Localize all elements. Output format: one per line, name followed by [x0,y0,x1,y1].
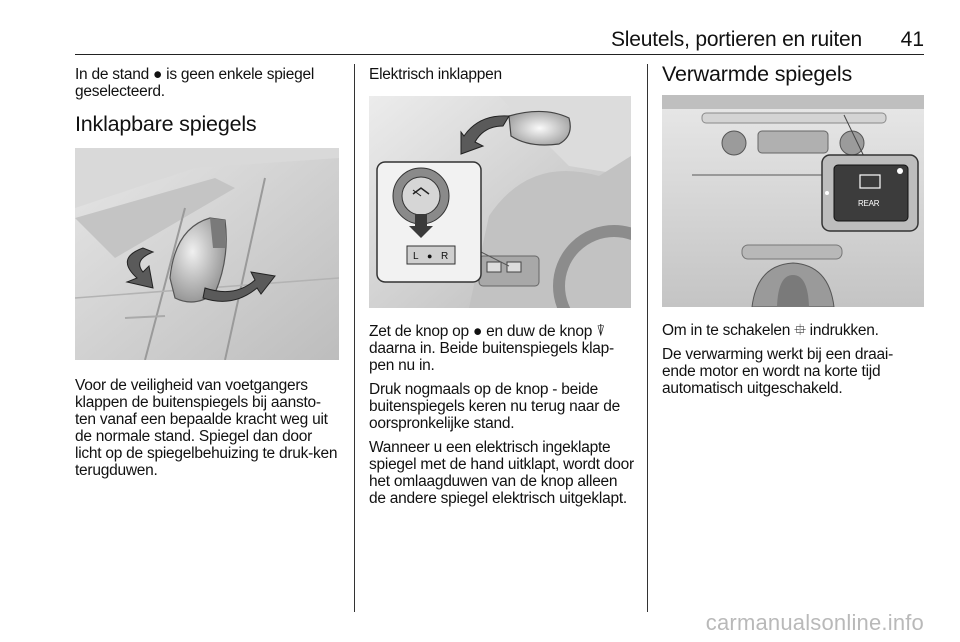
column-divider-2 [647,64,648,612]
rear-button-label: REAR [858,199,880,208]
electric-folding-manual-note: Wanneer u een elektrisch ingeklapte spiegel met de hand uitklapt, wordt door het omlaagduwen van de knop alleen de andere spiegel elektrisch uitgeklapt. [369,439,634,507]
column-1 [75,66,341,486]
column-divider-1 [354,64,355,612]
column-3 [662,62,926,404]
mirror-switch-label-center: ● [427,251,433,261]
electric-folding-return: Druk nogmaals op de knop - beide buitenspiegels keren nu terug naar de oorspronkelijke stand. [369,381,620,432]
electric-folding-illustration [369,96,631,308]
section-heading-heated-mirrors: Verwarmde spiegels [662,62,852,86]
section-heading-foldable-mirrors: Inklapbare spiegels [75,112,257,136]
foldable-mirrors-description: Voor de veiligheid van voetgangers klappen de buitenspiegels bij aansto-ten vanaf een bepaalde kracht weg uit de normale stand. Spiegel dan door licht op de spiegelbehuizing te druk-ken terugduwen. [75,377,338,479]
foldable-mirror-illustration [75,148,339,360]
section-heading-electric-folding: Elektrisch inklappen [369,66,502,83]
page-number: 41 [900,28,924,51]
watermark: carmanualsonline.info [705,610,924,635]
electric-folding-instruction: Zet de knop op ● en duw de knop ⍒ daarna in. Beide buitenspiegels klap-pen nu in. [369,323,614,374]
heated-mirrors-description: De verwarming werkt bij een draai-ende motor en wordt na korte tijd automatisch uitgeschakeld. [662,346,893,397]
heated-mirrors-illustration [662,95,924,307]
mirror-switch-label-left: L [413,251,419,262]
heated-mirrors-activation: Om in te schakelen ⯐ indrukken. [662,322,879,339]
header-rule [75,54,924,55]
column-2 [369,66,635,514]
intro-paragraph: In de stand ● is geen enkele spiegel geselecteerd. [75,66,315,100]
mirror-switch-label-right: R [441,251,448,262]
page-header-title: Sleutels, portieren en ruiten [610,28,862,51]
